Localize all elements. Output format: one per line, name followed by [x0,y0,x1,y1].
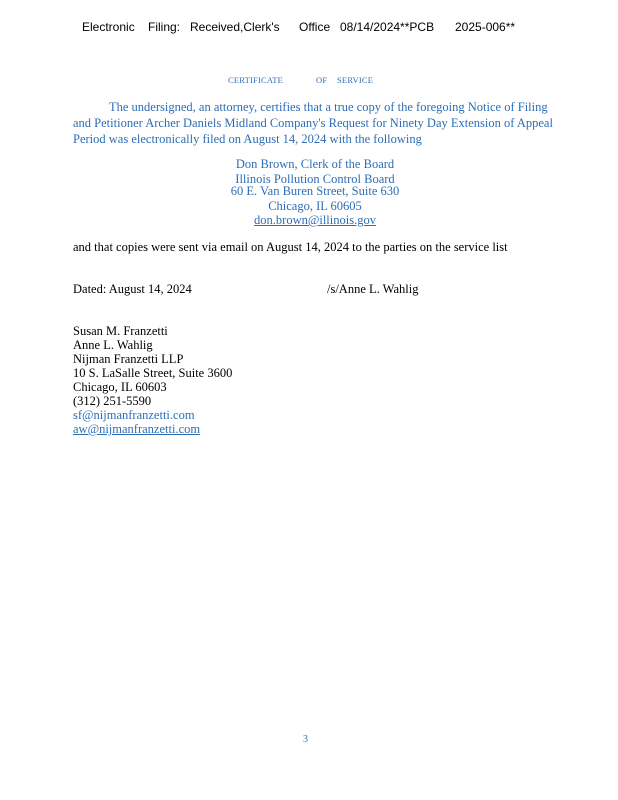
address-street: 60 E. Van Buren Street, Suite 630 [230,184,400,198]
header-word: Office [299,20,331,34]
contact-firm: Nijman Franzetti LLP [73,352,184,366]
header-word: Electronic [82,20,135,34]
contact-email-link[interactable]: sf@nijmanfranzetti.com [73,408,195,422]
contact-email-link[interactable]: aw@nijmanfranzetti.com [73,422,201,436]
address-recipient: Don Brown, Clerk of the Board [235,157,395,171]
header-date-pcb: 08/14/2024**PCB [340,20,435,34]
contact-block [73,324,232,436]
header-word: Filing: [148,20,181,34]
certificate-title-word: SERVICE [337,75,374,85]
signature: /s/Anne L. Wahlig [327,282,419,296]
contact-city: Chicago, IL 60603 [73,380,167,394]
address-email-link[interactable]: don.brown@illinois.gov [254,213,376,227]
body-line-2: and Petitioner Archer Daniels Midland Company's Request for Ninety Day Extension of Appeal [73,116,553,130]
contact-name: Anne L. Wahlig [73,338,153,352]
header-case-number: 2025-006** [455,20,516,34]
contact-name: Susan M. Franzetti [73,324,168,338]
contact-street: 10 S. LaSalle Street, Suite 3600 [73,366,233,380]
dated-line: Dated: August 14, 2024 [73,282,192,296]
address-agency: Illinois Pollution Control Board [235,172,395,186]
service-statement: and that copies were sent via email on August 14, 2024 to the parties on the service list [73,240,508,254]
body-line-1: The undersigned, an attorney, certifies that a true copy of the foregoing Notice of Filing [109,100,548,114]
body-line-3: Period was electronically filed on August 14, 2024 with the following [73,132,422,146]
certificate-title-word: OF [316,75,328,85]
header-word: Received,Clerk's [190,20,280,34]
contact-phone: (312) 251-5590 [73,394,152,408]
certificate-title-word: CERTIFICATE [228,75,284,85]
page-number: 3 [303,734,308,745]
address-city: Chicago, IL 60605 [268,199,362,213]
